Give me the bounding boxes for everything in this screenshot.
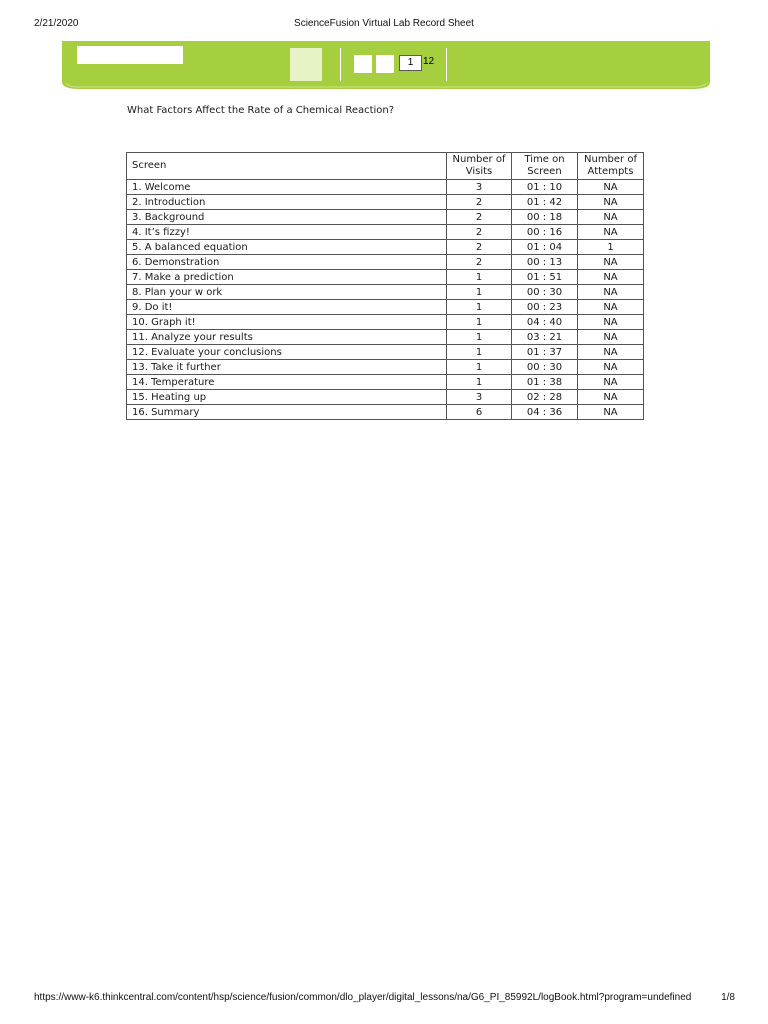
cell-attempts: NA	[578, 330, 644, 345]
cell-time: 01 : 51	[512, 270, 578, 285]
cell-visits: 2	[447, 240, 512, 255]
cell-time: 00 : 23	[512, 300, 578, 315]
cell-visits: 1	[447, 270, 512, 285]
header-time-line1: Time on	[524, 154, 565, 165]
cell-time: 02 : 28	[512, 390, 578, 405]
table-row	[127, 180, 644, 195]
cell-attempts: 1	[578, 240, 644, 255]
cell-time: 00 : 13	[512, 255, 578, 270]
home-button[interactable]	[290, 48, 322, 81]
cell-visits: 2	[447, 225, 512, 240]
cell-screen: 8. Plan your w ork	[127, 285, 447, 300]
cell-screen: 5. A balanced equation	[127, 240, 447, 255]
table-row	[127, 300, 644, 315]
cell-screen: 9. Do it!	[127, 300, 447, 315]
cell-visits: 6	[447, 405, 512, 420]
lesson-toolbar	[62, 40, 710, 90]
print-url: https://www-k6.thinkcentral.com/content/hsp/science/fusion/common/dlo_player/digital_lessons/na/G6_PI_85992L/logBook.html?program=undefined	[34, 992, 692, 1003]
cell-visits: 1	[447, 345, 512, 360]
cell-visits: 1	[447, 360, 512, 375]
print-page-number: 1/8	[721, 992, 735, 1003]
cell-visits: 3	[447, 180, 512, 195]
table-row	[127, 255, 644, 270]
table-row	[127, 225, 644, 240]
cell-screen: 12. Evaluate your conclusions	[127, 345, 447, 360]
cell-visits: 3	[447, 390, 512, 405]
cell-screen: 16. Summary	[127, 405, 447, 420]
cell-time: 00 : 16	[512, 225, 578, 240]
cell-attempts: NA	[578, 180, 644, 195]
cell-screen: 4. It’s fizzy!	[127, 225, 447, 240]
cell-screen: 11. Analyze your results	[127, 330, 447, 345]
header-attempts-line2: Attempts	[587, 166, 634, 177]
cell-attempts: NA	[578, 405, 644, 420]
lab-heading: What Factors Affect the Rate of a Chemical Reaction?	[127, 105, 395, 116]
cell-attempts: NA	[578, 285, 644, 300]
cell-screen: 13. Take it further	[127, 360, 447, 375]
header-time-line2: Screen	[527, 166, 562, 177]
print-date: 2/21/2020	[34, 18, 79, 29]
cell-attempts: NA	[578, 375, 644, 390]
header-attempts	[578, 153, 644, 180]
cell-attempts: NA	[578, 255, 644, 270]
header-attempts-line1: Number of	[584, 154, 637, 165]
cell-time: 01 : 38	[512, 375, 578, 390]
cell-screen: 15. Heating up	[127, 390, 447, 405]
lesson-title-field	[77, 46, 183, 64]
table-row	[127, 375, 644, 390]
cell-visits: 2	[447, 195, 512, 210]
cell-attempts: NA	[578, 225, 644, 240]
cell-attempts: NA	[578, 315, 644, 330]
cell-time: 00 : 30	[512, 360, 578, 375]
cell-screen: 14. Temperature	[127, 375, 447, 390]
cell-screen: 2. Introduction	[127, 195, 447, 210]
table-row	[127, 315, 644, 330]
cell-visits: 1	[447, 375, 512, 390]
cell-attempts: NA	[578, 210, 644, 225]
cell-attempts: NA	[578, 390, 644, 405]
table-row	[127, 405, 644, 420]
cell-screen: 6. Demonstration	[127, 255, 447, 270]
cell-visits: 1	[447, 315, 512, 330]
header-visits-line2: Visits	[465, 166, 493, 177]
table-row	[127, 330, 644, 345]
cell-time: 04 : 36	[512, 405, 578, 420]
table-row	[127, 345, 644, 360]
cell-time: 00 : 30	[512, 285, 578, 300]
header-time	[512, 153, 578, 180]
cell-time: 01 : 37	[512, 345, 578, 360]
cell-visits: 1	[447, 300, 512, 315]
log-table	[126, 152, 644, 420]
table-row	[127, 240, 644, 255]
table-row	[127, 390, 644, 405]
cell-time: 00 : 18	[512, 210, 578, 225]
total-pages: 12	[423, 56, 435, 67]
table-header-row	[127, 153, 644, 180]
table-row	[127, 210, 644, 225]
cell-visits: 1	[447, 330, 512, 345]
cell-attempts: NA	[578, 195, 644, 210]
table-row	[127, 270, 644, 285]
toolbar-divider	[446, 48, 447, 81]
cell-attempts: NA	[578, 360, 644, 375]
toolbar-divider	[340, 48, 341, 81]
cell-attempts: NA	[578, 345, 644, 360]
next-page-button[interactable]	[376, 55, 394, 73]
cell-time: 04 : 40	[512, 315, 578, 330]
cell-attempts: NA	[578, 270, 644, 285]
cell-time: 03 : 21	[512, 330, 578, 345]
cell-screen: 10. Graph it!	[127, 315, 447, 330]
cell-screen: 7. Make a prediction	[127, 270, 447, 285]
cell-screen: 1. Welcome	[127, 180, 447, 195]
print-title: ScienceFusion Virtual Lab Record Sheet	[294, 18, 474, 29]
cell-attempts: NA	[578, 300, 644, 315]
cell-time: 01 : 10	[512, 180, 578, 195]
table-row	[127, 195, 644, 210]
cell-time: 01 : 04	[512, 240, 578, 255]
page-number-input[interactable]: 1	[399, 55, 422, 71]
header-screen: Screen	[127, 153, 447, 180]
table-row	[127, 285, 644, 300]
cell-screen: 3. Background	[127, 210, 447, 225]
previous-page-button[interactable]	[354, 55, 372, 73]
header-visits-line1: Number of	[452, 154, 506, 165]
header-visits	[447, 153, 512, 180]
cell-time: 01 : 42	[512, 195, 578, 210]
cell-visits: 2	[447, 255, 512, 270]
cell-visits: 1	[447, 285, 512, 300]
cell-visits: 2	[447, 210, 512, 225]
table-row	[127, 360, 644, 375]
